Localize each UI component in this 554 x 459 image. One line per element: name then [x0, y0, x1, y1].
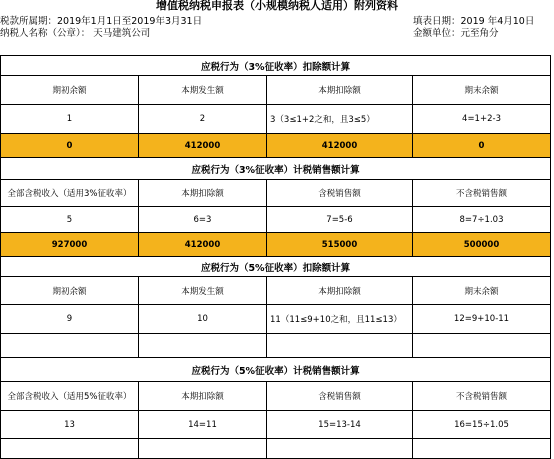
column-header: 本期发生额 [139, 76, 267, 105]
attachment-table [0, 55, 551, 459]
formula-cell: 14=11 [139, 411, 267, 439]
formula-cell: 4=1+2-3 [413, 105, 551, 134]
section-title: 应税行为（5%征收率）扣除额计算 [1, 257, 551, 277]
value-cell[interactable]: 412000 [139, 134, 267, 158]
column-header: 含税销售额 [267, 180, 413, 207]
value-cell[interactable] [267, 334, 413, 358]
column-header: 期初余额 [1, 277, 139, 305]
column-header: 本期扣除额 [139, 382, 267, 411]
value-cell[interactable] [267, 439, 413, 459]
value-cell[interactable] [139, 439, 267, 459]
column-header: 本期扣除额 [267, 277, 413, 305]
value-cell[interactable]: 515000 [267, 233, 413, 257]
formula-cell: 3（3≤1+2之和，且3≤5） [267, 105, 413, 134]
value-cell[interactable] [1, 439, 139, 459]
formula-cell: 15=13-14 [267, 411, 413, 439]
taxpayer-name: 纳税人名称（公章）： 天马建筑公司 [0, 28, 151, 39]
formula-cell: 6=3 [139, 207, 267, 233]
column-header: 不含税销售额 [413, 382, 551, 411]
amount-unit: 金额单位：元至角分 [413, 28, 499, 39]
value-cell[interactable] [1, 334, 139, 358]
formula-cell: 8=7÷1.03 [413, 207, 551, 233]
column-header: 含税销售额 [267, 382, 413, 411]
formula-cell: 1 [1, 105, 139, 134]
formula-cell: 7=5-6 [267, 207, 413, 233]
column-header: 全部含税收入（适用5%征收率） [1, 382, 139, 411]
column-header: 本期发生额 [139, 277, 267, 305]
tax-period: 税款所属期：2019年1月1日至2019年3月31日 [0, 16, 203, 27]
value-cell[interactable]: 412000 [267, 134, 413, 158]
column-header: 期末余额 [413, 76, 551, 105]
formula-cell: 10 [139, 305, 267, 334]
formula-cell: 5 [1, 207, 139, 233]
formula-cell: 2 [139, 105, 267, 134]
column-header: 全部含税收入（适用3%征收率） [1, 180, 139, 207]
value-cell[interactable]: 0 [413, 134, 551, 158]
value-cell[interactable]: 927000 [1, 233, 139, 257]
section-title: 应税行为（3%征收率）计税销售额计算 [1, 158, 551, 180]
value-cell[interactable]: 0 [1, 134, 139, 158]
section-title: 应税行为（3%征收率）扣除额计算 [1, 56, 551, 76]
formula-cell: 11（11≤9+10之和，且11≤13） [267, 305, 413, 334]
value-cell[interactable]: 500000 [413, 233, 551, 257]
formula-cell: 16=15÷1.05 [413, 411, 551, 439]
value-cell[interactable] [139, 334, 267, 358]
formula-cell: 13 [1, 411, 139, 439]
column-header: 期初余额 [1, 76, 139, 105]
section-title: 应税行为（5%征收率）计税销售额计算 [1, 358, 551, 382]
value-cell[interactable] [413, 334, 551, 358]
column-header: 不含税销售额 [413, 180, 551, 207]
column-header: 本期扣除额 [139, 180, 267, 207]
value-cell[interactable]: 412000 [139, 233, 267, 257]
formula-cell: 9 [1, 305, 139, 334]
value-cell[interactable] [413, 439, 551, 459]
formula-cell: 12=9+10-11 [413, 305, 551, 334]
fill-date: 填表日期：2019 年4月10日 [413, 16, 535, 27]
column-header: 本期扣除额 [267, 76, 413, 105]
report-title: 增值税纳税申报表（小规模纳税人适用）附列资料 [156, 0, 398, 12]
column-header: 期末余额 [413, 277, 551, 305]
